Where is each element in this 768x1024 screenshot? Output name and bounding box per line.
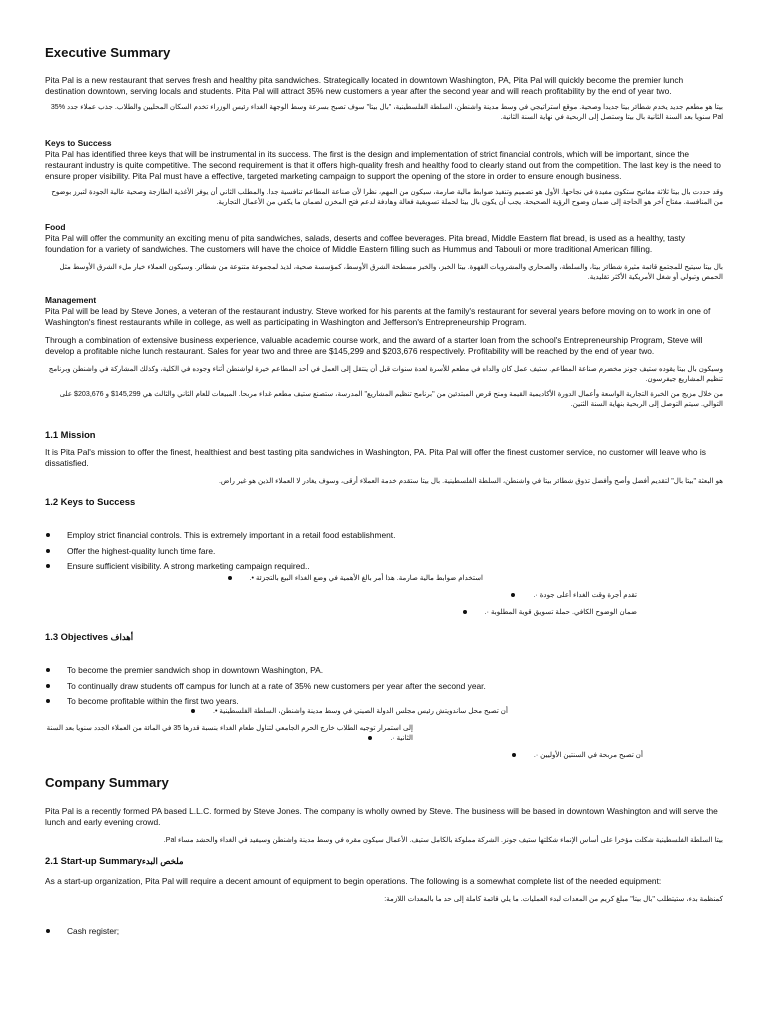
startup-equipment-list bbox=[45, 926, 723, 937]
mission-arabic: هو البعثة "بيتا بال" لتقديم أفضل وأصح وأفضل تذوق شطائر بيتا في واشنطن، السلطة الفلسطينية. بال بيتا ستقدم خدمة العملاء أرقى، وسوف يغادر لا العملاء الذين هو غير راض. bbox=[218, 476, 723, 485]
keys-to-success-arabic-section bbox=[45, 573, 723, 623]
list-item: Ensure sufficient visibility. A strong marketing campaign required.. bbox=[45, 561, 723, 572]
keys-to-success-arabic-list bbox=[45, 573, 723, 617]
list-item-arabic-text: تقدم أجرة وقت الغداء أعلى جودة ·. bbox=[533, 590, 637, 599]
exec-intro-text: Pita Pal is a new restaurant that serves fresh and healthy pita sandwiches. Strategically located in downtown Washington, PA, Pita Pal will quickly become the premier lunch destination downtown, serving locals and students. Pita Pal will attract 35% new customers a year after the second year and will reach profitability by the end of year two. bbox=[45, 75, 684, 96]
objectives-arabic-section bbox=[45, 706, 723, 767]
startup-title-arabic: ملخص البدء bbox=[141, 856, 184, 866]
list-item-arabic-text: استخدام ضوابط مالية صارمة. هذا أمر بالغ الأهمية في وضع الغذاء البيع بالتجزئة •. bbox=[249, 574, 483, 582]
bullet-icon bbox=[511, 593, 515, 597]
keys-heading: Keys to Success bbox=[45, 138, 112, 148]
list-item-arabic bbox=[45, 607, 723, 617]
management-arabic-2: من خلال مزيج من الخبرة التجارية الواسعة وأعمال الدورة الأكاديمية القيمة ومنح قرض المبتدئين من "برنامج تنظيم المشاريع" المدرسة، ستصنع ستيف مطعم غداء مربحا. المبيعات للعام الثاني والثالث هي 145,299$ و 203,676$ على التوالي. سيتم التوصل إلى الربحية بنهاية السنة الثنين. bbox=[59, 390, 723, 409]
list-item-arabic-text: أن تصبح مربحة في السنتين الأوليين ·. bbox=[533, 750, 643, 759]
mission-text: It is Pita Pal's mission to offer the finest, healthiest and best tasting pita sandwiches in Washington, PA. Pita Pal will offer the finest customer service, no customer will leave who is dissatisfied. bbox=[45, 447, 706, 468]
management-text: Pita Pal will be lead by Steve Jones, a veteran of the restaurant industry. Steve worked for his parents at the family's restaurant for several years before moving on to work in one of Washington's finest restaurants while in college, as well as participating in Washington and Jefferson's Entrepreneurship Program. bbox=[45, 305, 711, 327]
keys-to-success-list-section bbox=[45, 530, 723, 577]
mission-section bbox=[45, 447, 723, 486]
bullet-icon bbox=[512, 753, 516, 757]
executive-summary-heading: Executive Summary bbox=[45, 45, 171, 60]
list-item: Employ strict financial controls. This is extremely important in a retail food establishment. bbox=[45, 530, 723, 541]
list-item-arabic bbox=[45, 590, 723, 600]
management-section bbox=[45, 295, 723, 410]
management-arabic: وسيكون بال بيتا يقوده ستيف جونز مخضرم صناعة المطاعم. ستيف عمل كان والداه في مطعم للأسرة لعدة سنوات قبل أن ينتقل إلى العمل في أحد المطاعم خيرة لواشنطن أثناء وجوده في الكلية، وكذلك المشاركة في واشنطن وبرنامج تنظيم المشاريع جيفرسون. bbox=[48, 364, 723, 383]
keys-section bbox=[45, 138, 723, 207]
list-item: To continually draw students off campus for lunch at a rate of 35% new customers per year after the second year. bbox=[45, 681, 723, 692]
keys-arabic: وقد حددت بال بيتا ثلاثة مفاتيح ستكون مفيدة في نجاحها. الأول هو تصميم وتنفيذ ضوابط مالية صارمة، سيكون من المهم، نظرا لأن صناعة المطاعم تنافسية جدا. والمطلب الثاني أن يوفر الأغذية الطازجة وصحية عالية الجودة لتبرز بوضوح من المنافسة. مفتاح آخر هو الحاجة إلى ضمان وضوح الرؤية الصحيحة. يجب أن يكون بال بيتا لحملة تسويقية فعالة وهادفة لدعم فتح المخزن لضمان ما يكفي من الأعمال التجارية. bbox=[51, 187, 723, 206]
list-item-arabic-text: إلى استمرار توجيه الطلاب خارج الحرم الجامعي لتناول طعام الغداء بنسبة قدرها 35 في المائة من العملاء الجدد سنويا بعد السنة الثانية ·. bbox=[46, 723, 413, 743]
objectives-title-arabic: أهداف bbox=[110, 632, 134, 642]
objectives-arabic-list bbox=[45, 706, 723, 760]
list-item-arabic-text: أن تصبح محل ساندويتش رئيس مجلس الدولة الصيني في وسط مدينة واشنطن، السلطة الفلسطينية •. bbox=[212, 707, 508, 715]
objectives-list bbox=[45, 665, 723, 707]
mission-heading: 1.1 Mission bbox=[45, 429, 96, 440]
bullet-icon bbox=[463, 610, 467, 614]
list-item-arabic bbox=[45, 573, 723, 583]
bullet-icon bbox=[228, 576, 232, 580]
list-item: Cash register; bbox=[45, 926, 723, 937]
company-summary-heading: Company Summary bbox=[45, 775, 169, 790]
objectives-heading bbox=[45, 631, 133, 643]
startup-arabic: كمنظمة بدء، ستيتطلب "بال بيتا" مبلغ كريم من المعدات لبدء العمليات. ما يلي قائمة كاملة إلى حد ما بالمعدات اللازمة: bbox=[384, 894, 723, 903]
bullet-icon bbox=[191, 709, 195, 713]
startup-summary-heading bbox=[45, 855, 184, 867]
list-item: Offer the highest-quality lunch time fare. bbox=[45, 546, 723, 557]
food-text: Pita Pal will offer the community an exciting menu of pita sandwiches, salads, deserts and coffee beverages. Pita bread, Middle Eastern flat bread, is used as a healthy, tasty foundation for a variety of sandwiches. The customers will have the choice of Middle Eastern filling such as Hummus and Tabouli or more traditional American filling. bbox=[45, 232, 686, 254]
food-heading: Food bbox=[45, 222, 66, 232]
list-item-arabic bbox=[45, 723, 723, 744]
startup-list-section bbox=[45, 926, 723, 942]
management-heading: Management bbox=[45, 295, 97, 305]
food-arabic: بال بيتا سيتيح للمجتمع قائمة مثيرة شطائر بيتا، والسلطة، والصحاري والمشروبات القهوة. بيتا الخبز، والخبز مسطحة الشرق الأوسط، كمؤسسة صحية، لذيذ لمجموعة متنوعة من شطائر. وسيكون العملاء خيار ملء الشرق الأوسط مثل الحمص وتبولي أو شغل الأمريكية الأكثر تقليدية. bbox=[59, 262, 723, 282]
startup-text: As a start-up organization, Pita Pal will require a decent amount of equipment to begin operations. The following is a somewhat complete list of the needed equipment: bbox=[45, 876, 662, 886]
keys-to-success-list bbox=[45, 530, 723, 572]
objectives-list-section bbox=[45, 665, 723, 712]
management-text-2: Through a combination of extensive business experience, valuable academic course work, and the award of a starter loan from the school's Entrepreneurship Program, Steve will develop a profitable niche lunch restaurant. Sales for year two and three are $145,299 and $203,676 respectively. Profitability will be reached by the end of year two. bbox=[45, 334, 703, 356]
objectives-title: 1.3 Objectives bbox=[45, 631, 109, 642]
keys-text: Pita Pal has identified three keys that will be instrumental in its success. The first is the design and implementation of strict financial controls, which will be important, since the restaurant industry is quite competitive. The second requirement is that it offers high-quality fresh and healthy food to clearly stand out from the competition. The last key is the need to ensure proper visibility. Pita Pal must have a effective, targeted marketing campaign to support the opening of the store in order to ensure enough business. bbox=[45, 148, 721, 181]
keys-to-success-heading: 1.2 Keys to Success bbox=[45, 496, 136, 507]
startup-section bbox=[45, 876, 723, 904]
bullet-icon bbox=[368, 736, 372, 740]
list-item-arabic-text: ضمان الوضوح الكافي. حملة تسويق قوية المطلوبة ·. bbox=[484, 607, 637, 616]
company-text: Pita Pal is a recently formed PA based L.L.C. formed by Steve Jones. The company is wholly owned by Steve. The business will be based in downtown Washington and will serve the lunch and early evening crowd. bbox=[45, 806, 718, 827]
food-section bbox=[45, 222, 723, 282]
startup-title: 2.1 Start-up Summary bbox=[45, 855, 142, 866]
list-item: To become the premier sandwich shop in downtown Washington, PA. bbox=[45, 665, 723, 676]
list-item-arabic bbox=[45, 706, 723, 716]
list-item: To become profitable within the first two years. bbox=[45, 696, 723, 707]
company-section bbox=[45, 806, 723, 845]
list-item-arabic bbox=[45, 750, 723, 760]
company-arabic: بيتا السلطة الفلسطينية شكلت مؤخرا على أساس الإنماء شكلتها ستيف جونز. الشركة مملوكة بالكامل ستيف. الأعمال سيكون مقره في وسط مدينة واشنطن وسيفيد في الغداء والحشد مساء Pal. bbox=[163, 835, 723, 844]
exec-intro-section bbox=[45, 75, 723, 122]
exec-intro-arabic: بيتا هو مطعم جديد يخدم شطائر بيتا جديدا وصحية. موقع استراتيجي في وسط مدينة واشنطن، السلطة الفلسطينية، "بال بيتا" سوف تصبح بسرعة وسط الوجهة الغداء رئيس الوزراء تخدم السكان المحليين والطلاب. جذب عملاء جدد %35 Pal سنويا بعد السنة الثانية بال بيتا وستصل إلى الربحية في نهاية السنة الثانية. bbox=[50, 102, 723, 122]
